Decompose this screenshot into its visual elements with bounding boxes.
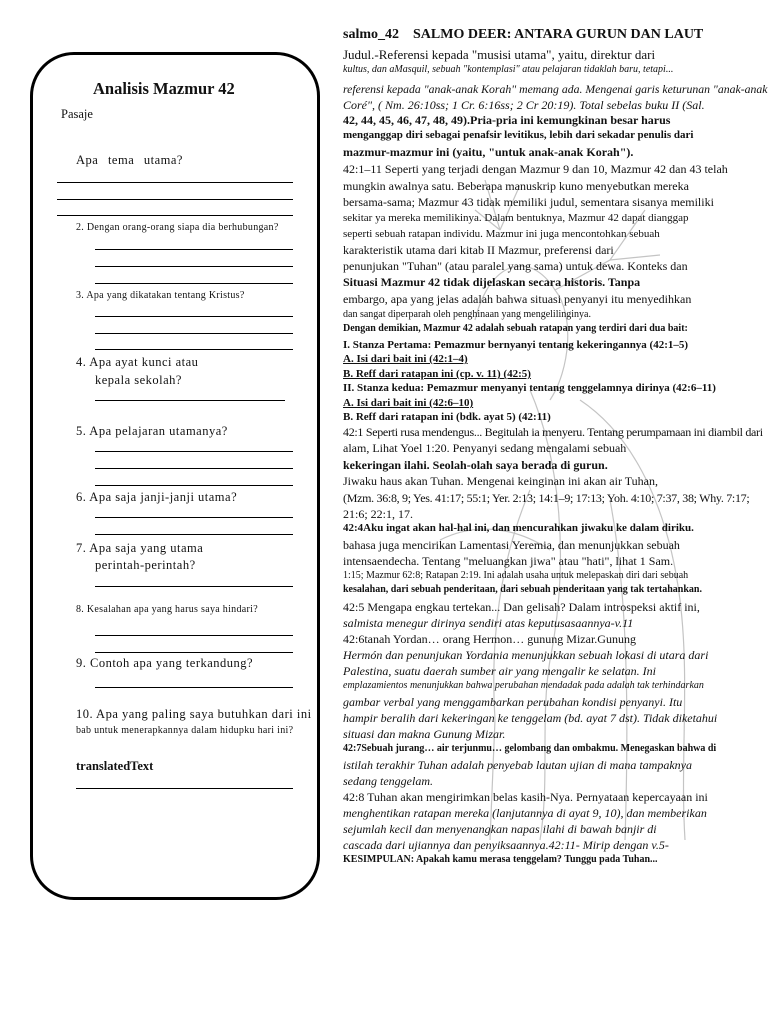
article-line: dan sangat diperparah oleh penghinaan yang mengelilinginya. [343,309,591,320]
article-line: A. Isi dari bait ini (42:1–4) [343,353,468,365]
article-line: Jiwaku haus akan Tuhan. Mengenai keinginan ini akan air Tuhan, [343,474,658,488]
article-line: 42:4Aku ingat akan hal-hal ini, dan mencurahkan jiwaku ke dalam diriku. [343,522,694,534]
article-line: B. Reff dari ratapan ini (bdk. ayat 5) (42:11) [343,411,551,423]
article-line: cascada dari ujiannya dan penyiksaannya.42:11- Mirip dengan v.5- [343,838,669,852]
article-line: 21:6; 22:1, 17. [343,507,414,521]
article-line: kultus, dan aMasquil, sebuah "kontemplasi" atau pelajaran tidaklah baru, tetapi... [343,64,674,75]
article-line: bahasa juga mencirikan Lamentasi Yeremia, dan menunjukkan sebuah [343,538,680,552]
article-line: gambar verbal yang menggambarkan perubahan kondisi penyanyi. Itu [343,695,683,709]
answer-line [95,249,293,250]
question-10: 10. Apa yang paling saya butuhkan dari ini [76,707,312,721]
article-line: Situasi Mazmur 42 tidak dijelaskan secara historis. Tanpa [343,275,641,289]
answer-line [95,534,293,535]
pasaje-label: Pasaje [61,107,93,121]
article-header [343,28,703,42]
answer-line [76,788,293,789]
article-line: situasi dan makna Gunung Mizar. [343,727,506,741]
answer-line [57,199,293,200]
article-line: mazmur-mazmur ini (yaitu, "untuk anak-anak Korah"). [343,145,634,159]
worksheet-box [30,52,320,900]
article-line: kesalahan, dari sebuah penderitaan, dari sebuah penderitaan yang tak tertahankan. [343,584,702,595]
answer-line [95,349,293,350]
answer-line [57,182,293,183]
article-line: B. Reff dari ratapan ini (cp. v. 11) (42:5) [343,368,531,380]
article-line: 42:7Sebuah jurang… air terjunmu… gelombang dan ombakmu. Menegaskan bahwa di [343,743,717,754]
answer-line [57,215,293,216]
article-line: Coré", ( Nm. 26:10ss; 1 Cr. 6:16ss; 2 Cr 20:19). Total sebelas buku II (Sal. [343,98,705,112]
question-5: 5. Apa pelajaran utamanya? [76,424,228,438]
article-line: embargo, apa yang jelas adalah bahwa situasi penyanyi itu menyedihkan [343,292,692,306]
answer-line [95,517,293,518]
question-7-cont: perintah-perintah? [95,558,196,572]
article-line: sekitar ya mereka memilikinya. Dalam bentuknya, Mazmur 42 dapat dianggap [343,212,689,224]
worksheet-title: Analisis Mazmur 42 [93,79,235,98]
translated-text-label: translatedText [76,759,154,773]
article-line: 42:8 Tuhan akan mengirimkan belas kasih-Nya. Pernyataan kepercayaan ini [343,790,708,804]
article-title: SALMO DEER: ANTARA GURUN DAN LAUT [413,27,704,42]
article-line: 42, 44, 45, 46, 47, 48, 49).Pria-pria ini kemungkinan besar harus [343,113,671,127]
answer-line [95,451,293,452]
article-line: 42:1 Seperti rusa mendengus... Begitulah ia menyeru. Tentang perumpamaan ini diambil dari [343,425,763,439]
answer-line [95,468,293,469]
answer-line [95,485,293,486]
article-line: referensi kepada "anak-anak Korah" memang ada. Mengenai garis keturunan "anak-anak [343,82,768,96]
article-line: 42:6tanah Yordan… orang Hermon… gunung Mizar.Gunung [343,632,636,646]
question-3: 3. Apa yang dikatakan tentang Kristus? [76,290,245,301]
article-line: intensaendecha. Tentang "meluangkan jiwa" atau "hati", lihat 1 Sam. [343,554,674,568]
answer-line [95,333,293,334]
article-line: penunjukan "Tuhan" (atau paralel yang sama) untuk dewa. Konteks dan [343,259,688,273]
question-1: Apa tema utama? [76,153,183,167]
article-line: istilah terakhir Tuhan adalah penyebab lautan ujian di mana tampaknya [343,758,692,772]
question-4: 4. Apa ayat kunci atau [76,355,199,369]
article-line: I. Stanza Pertama: Pemazmur bernyanyi tentang kekeringannya (42:1–5) [343,339,689,351]
article-line: A. Isi dari bait ini (42:6–10) [343,397,474,409]
answer-line [95,283,293,284]
article-line: Palestina, suatu daerah sumber air yang mengalir ke selatan. Ini [343,664,656,678]
article-line: bersama-sama; Mazmur 43 tidak memiliki judul, sementara sisanya memiliki [343,195,714,209]
article-line: hampir beralih dari kekeringan ke tenggelam (bd. ayat 7 dst). Tidak diketahui [343,711,718,725]
article-line: 42:1–11 Seperti yang terjadi dengan Mazmur 9 dan 10, Mazmur 42 dan 43 telah [343,162,728,176]
answer-line [95,266,293,267]
article-line: alam, Lihat Yoel 1:20. Penyanyi sedang mengalami sebuah [343,441,627,455]
question-7: 7. Apa saja yang utama [76,541,204,555]
question-4-cont: kepala sekolah? [95,373,182,387]
article-line: karakteristik utama dari kitab II Mazmur, preferensi dari [343,243,614,257]
question-6: 6. Apa saja janji-janji utama? [76,490,238,504]
answer-line [95,687,293,688]
article-line: Dengan demikian, Mazmur 42 adalah sebuah ratapan yang terdiri dari dua bait: [343,323,688,334]
question-9: 9. Contoh apa yang terkandung? [76,656,254,670]
article-ref: salmo_42 [343,27,399,42]
article-line: Hermón dan penunjukan Yordania menunjukkan sebuah lokasi di utara dari [343,648,709,662]
question-8: 8. Kesalahan apa yang harus saya hindari? [76,604,258,615]
answer-line [95,635,293,636]
answer-line [95,400,285,401]
article-line: 1:15; Mazmur 62:8; Ratapan 2:19. Ini adalah usaha untuk melepaskan diri dari sebuah [343,570,689,581]
article-line: II. Stanza kedua: Pemazmur menyanyi tentang tenggelamnya dirinya (42:6–11) [343,382,716,394]
article-line: mungkin awalnya satu. Beberapa manuskrip kuno menyebutkan mereka [343,179,689,193]
article-conclusion: KESIMPULAN: Apakah kamu merasa tenggelam? Tunggu pada Tuhan... [343,854,658,865]
article-line: Judul.-Referensi kepada "musisi utama", yaitu, direktur dari [343,47,656,62]
article-line: seperti sebuah ratapan individu. Mazmur ini juga mencontohkan sebuah [343,228,660,240]
article-line: 42:5 Mengapa engkau tertekan... Dan gelisah? Dalam introspeksi aktif ini, [343,600,700,614]
article-line: sejumlah kecil dan menyenangkan napas ilahi di bawah banjir di [343,822,657,836]
article-line: kekeringan ilahi. Seolah-olah saya berada di gurun. [343,458,608,472]
article-line: emplazamientos menunjukkan bahwa perubahan mendadak pada adalah tak terhindarkan [343,680,704,691]
article-line: menganggap diri sebagai penafsir levitikus, lebih dari sekadar penulis dari [343,129,694,141]
question-10-cont: bab untuk menerapkannya dalam hidupku hari ini? [76,725,294,736]
question-2: 2. Dengan orang-orang siapa dia berhubungan? [76,222,279,233]
answer-line [95,316,293,317]
answer-line [95,652,293,653]
article-line: menghentikan ratapan mereka (lanjutannya di ayat 9, 10), dan memberikan [343,806,707,820]
article-line: salmista menegur dirinya sendiri atas keputusasaannya-v.11 [343,616,634,630]
article-line: (Mzm. 36:8, 9; Yes. 41:17; 55:1; Yer. 2:13; 14:1–9; 17:13; Yoh. 4:10; 7:37, 38; Why. 7:17; [343,491,750,505]
answer-line [95,586,293,587]
article-line: sedang tenggelam. [343,774,433,788]
